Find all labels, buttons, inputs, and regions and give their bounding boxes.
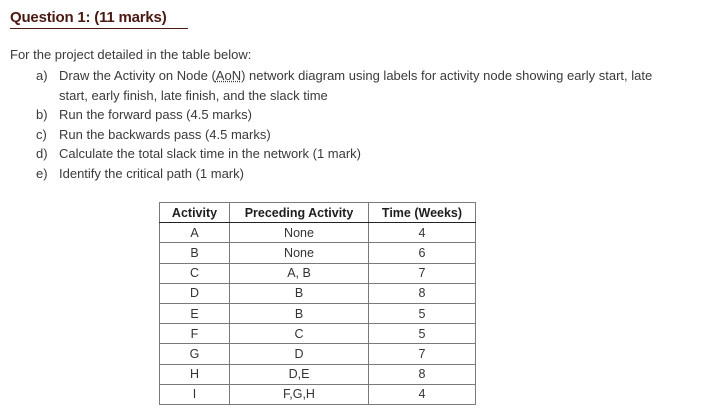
task-text (59, 66, 676, 105)
task-text: Run the forward pass (4.5 marks) (59, 107, 252, 123)
header-preceding-activity: Preceding Activity (230, 203, 369, 223)
cell-time: 7 (369, 263, 476, 283)
cell-preceding: C (230, 324, 369, 344)
task-list (36, 66, 676, 184)
cell-time: 8 (369, 283, 476, 303)
cell-preceding: B (230, 303, 369, 323)
task-letter: d) (36, 146, 48, 162)
cell-time: 4 (369, 384, 476, 404)
table-row (160, 243, 476, 263)
task-item-e (36, 164, 676, 184)
cell-preceding: A, B (230, 263, 369, 283)
task-text: Identify the critical path (1 mark) (59, 165, 244, 181)
table-row (160, 384, 476, 404)
cell-preceding: None (230, 243, 369, 263)
cell-activity: G (160, 344, 230, 364)
intro-text: For the project detailed in the table below: (10, 47, 252, 62)
activity-table (159, 202, 476, 405)
cell-preceding: B (230, 283, 369, 303)
table-row (160, 283, 476, 303)
task-text: Calculate the total slack time in the network (1 mark) (59, 146, 362, 162)
cell-time: 7 (369, 344, 476, 364)
cell-preceding: D (230, 344, 369, 364)
cell-activity: B (160, 243, 230, 263)
cell-preceding: F,G,H (230, 384, 369, 404)
table-row (160, 364, 476, 384)
cell-time: 4 (369, 223, 476, 243)
task-text-part: Draw the Activity on Node ( (59, 68, 216, 83)
header-time-weeks: Time (Weeks) (369, 203, 476, 223)
task-text-part: ) network diagram using labels for activity node showing early start, late start, early finish, late finish, and the slack time (59, 68, 653, 103)
cell-preceding: None (230, 223, 369, 243)
task-letter: c) (36, 126, 47, 142)
task-item-b (36, 105, 676, 125)
cell-activity: C (160, 263, 230, 283)
cell-time: 6 (369, 243, 476, 263)
header-activity: Activity (160, 203, 230, 223)
heading-underline (10, 28, 188, 29)
table-row (160, 223, 476, 243)
cell-time: 8 (369, 364, 476, 384)
table-row (160, 324, 476, 344)
aon-term: AoN (215, 68, 242, 83)
task-letter: b) (36, 107, 48, 123)
cell-activity: E (160, 303, 230, 323)
table-row (160, 263, 476, 283)
task-item-d (36, 144, 676, 164)
cell-activity: F (160, 324, 230, 344)
task-letter: a) (36, 68, 48, 83)
table-row (160, 344, 476, 364)
cell-time: 5 (369, 303, 476, 323)
cell-activity: A (160, 223, 230, 243)
question-heading: Question 1: (11 marks) (10, 9, 167, 26)
table-row (160, 303, 476, 323)
cell-activity: H (160, 364, 230, 384)
task-item-a (36, 66, 676, 105)
cell-activity: D (160, 283, 230, 303)
task-letter: e) (36, 165, 48, 181)
task-text: Run the backwards pass (4.5 marks) (59, 126, 271, 142)
cell-activity: I (160, 384, 230, 404)
cell-time: 5 (369, 324, 476, 344)
cell-preceding: D,E (230, 364, 369, 384)
table-header-row (160, 203, 476, 223)
task-item-c (36, 125, 676, 145)
